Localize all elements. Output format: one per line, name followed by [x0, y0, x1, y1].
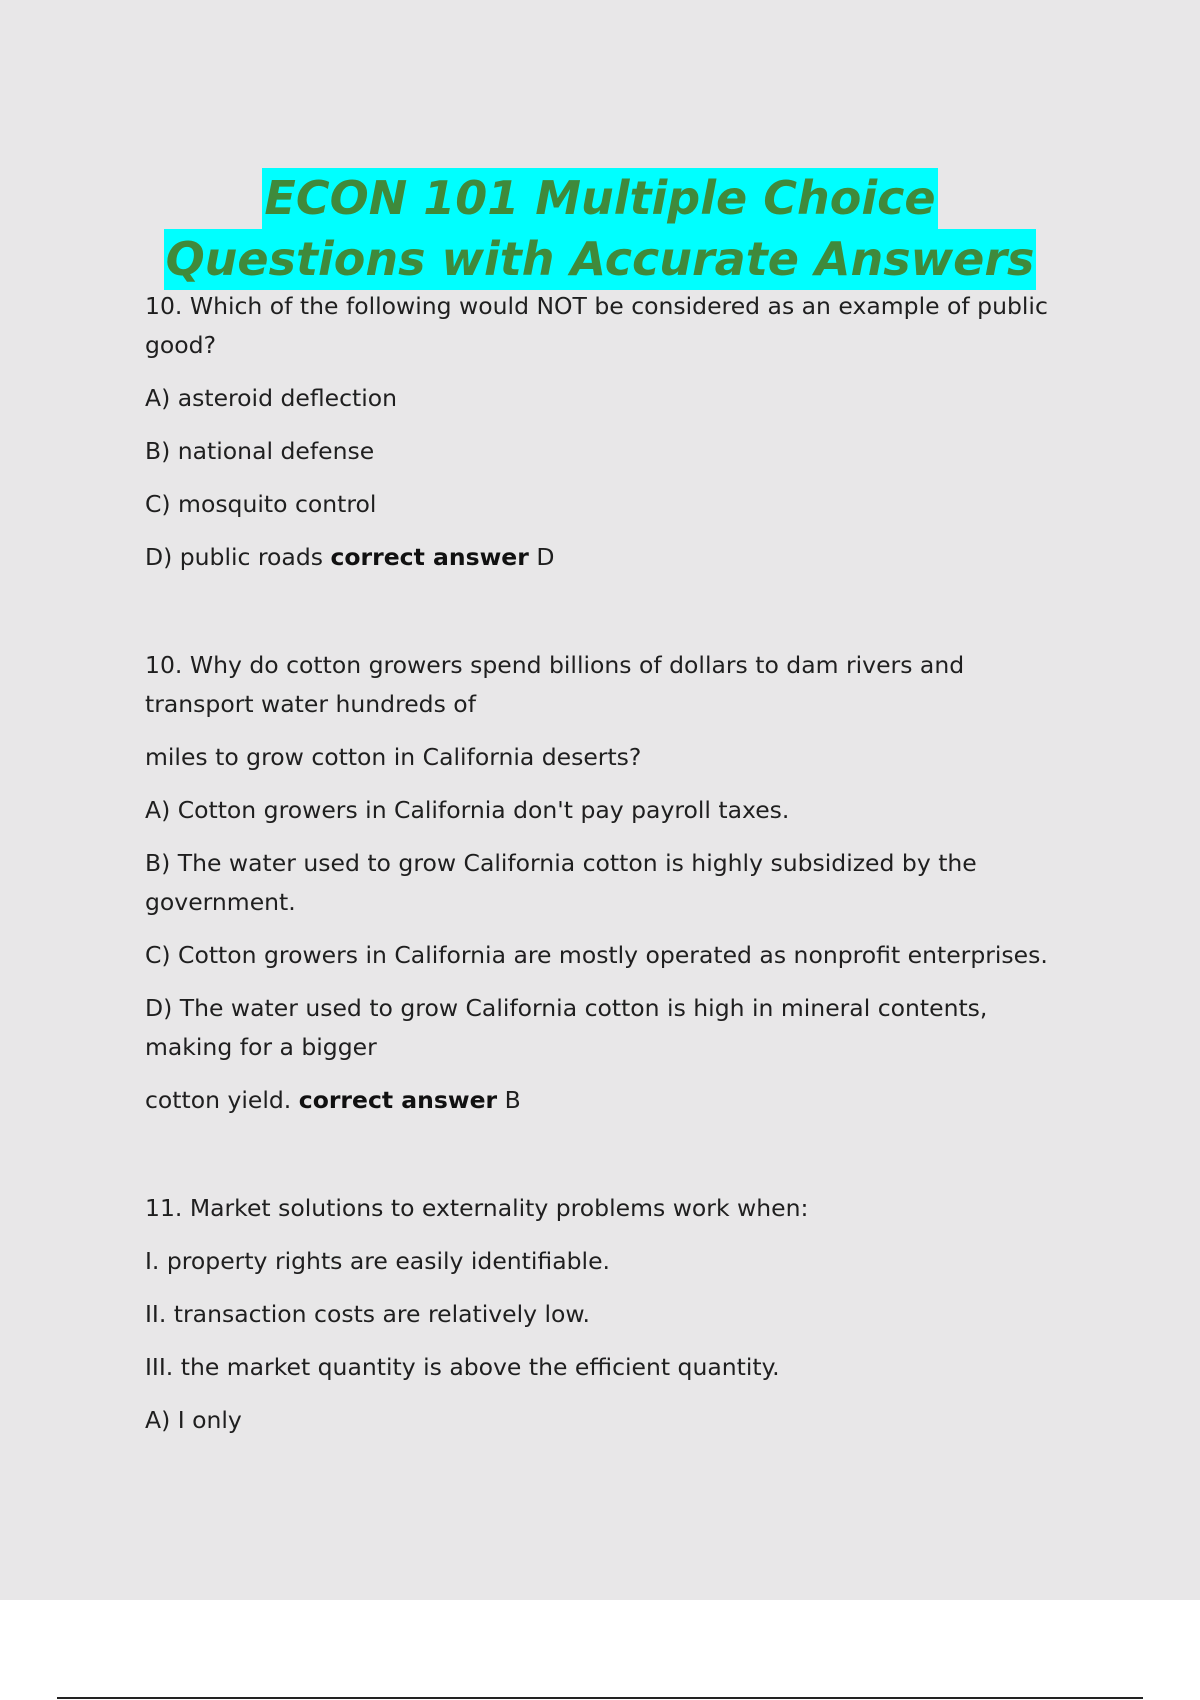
- question-3-statement-3: III. the market quantity is above the efficient quantity.: [145, 1353, 780, 1381]
- question-2-option-b: B) The water used to grow California cotton is highly subsidized by the government.: [145, 849, 977, 916]
- question-3-text: 11. Market solutions to externality problems work when:: [145, 1194, 809, 1222]
- question-2-option-d-line1: D) The water used to grow California cotton is high in mineral contents, making for a bigger: [145, 994, 988, 1061]
- question-1-option-d: [145, 538, 1075, 577]
- question-3-statement-1: I. property rights are easily identifiable.: [145, 1247, 610, 1275]
- questions-content: [145, 287, 1075, 1454]
- question-2-option-a: A) Cotton growers in California don't pay payroll taxes.: [145, 796, 790, 824]
- footer-divider: [57, 1697, 1143, 1699]
- question-1-answer-value: D: [536, 543, 555, 571]
- question-2-text-line2: miles to grow cotton in California deserts?: [145, 743, 642, 771]
- question-2-option-c: C) Cotton growers in California are mostly operated as nonprofit enterprises.: [145, 941, 1048, 969]
- title-line-1: ECON 101 Multiple Choice: [262, 168, 937, 229]
- question-2-option-d-line2-text: cotton yield.: [145, 1086, 292, 1114]
- question-1-text: 10. Which of the following would NOT be considered as an example of public good?: [145, 292, 1048, 359]
- question-2-answer-value: B: [504, 1086, 521, 1114]
- question-2-answer-label: correct answer: [298, 1086, 498, 1114]
- question-3-statement-2: II. transaction costs are relatively low.: [145, 1300, 590, 1328]
- document-title: [0, 168, 1200, 290]
- question-1-option-c: C) mosquito control: [145, 490, 377, 518]
- title-line-2: Questions with Accurate Answers: [164, 229, 1037, 290]
- question-1-option-b: B) national defense: [145, 437, 375, 465]
- question-2-option-d-line2: [145, 1081, 1075, 1120]
- question-1-option-a: A) asteroid deflection: [145, 384, 398, 412]
- question-3-option-a: A) I only: [145, 1406, 242, 1434]
- question-spacer: [145, 1134, 1075, 1189]
- question-1-option-d-text: D) public roads: [145, 543, 323, 571]
- question-spacer: [145, 591, 1075, 646]
- question-1-answer-label: correct answer: [330, 543, 529, 571]
- question-2-text-line1: 10. Why do cotton growers spend billions of dollars to dam rivers and transport water hundreds of: [145, 651, 965, 718]
